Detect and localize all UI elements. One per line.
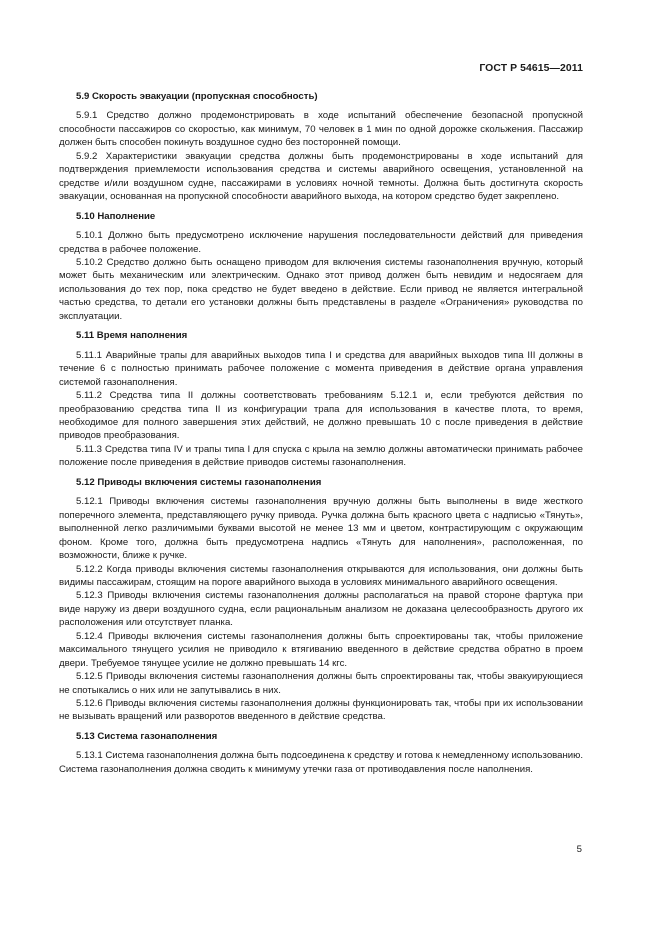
- paragraph-5-12-5: 5.12.5 Приводы включения системы газонаполнения должны быть спроектированы так, чтобы эвакуирующиеся не спотыкались о них или не запутывались в них.: [59, 671, 583, 696]
- section-title-5-10: 5.10 Наполнение: [76, 210, 156, 222]
- paragraph-5-10-2: 5.10.2 Средство должно быть оснащено приводом для включения системы газонаполнения вручную, который может быть механическим или электрическим. Однако этот привод должен быть невидим и недосягаем для использования до тех пор, пока средство не будет введено в действие. Если привод не является интегральной частью средства, то детали его установки должны быть представлены в разделе «Ограничения» руководства по эксплуатации.: [59, 256, 583, 322]
- section-title-5-12: 5.12 Приводы включения системы газонаполнения: [76, 476, 322, 488]
- section-title-5-9: 5.9 Скорость эвакуации (пропускная способность): [76, 91, 318, 102]
- paragraph-5-12-1: 5.12.1 Приводы включения системы газонаполнения вручную должны быть выполнены в виде жесткого поперечного элемента, представляющего ручку привода. Ручка должна быть красного цвета с надписью «Тянуть», выполненной легко различимыми буквами высотой не менее 13 мм и цветом, контрастирующим с окружающим фоном. Кроме того, должна быть предусмотрена надпись «Тянуть для наполнения», расположенная, по возможности, ближе к ручке.: [59, 496, 583, 562]
- paragraph-5-12-2: 5.12.2 Когда приводы включения системы газонаполнения открываются для использования, они должны быть видимы пассажирам, стоящим на пороге аварийного выхода в условиях минимального аварийного освещения.: [59, 563, 583, 588]
- section-title-5-13: 5.13 Система газонаполнения: [76, 730, 218, 742]
- paragraph-5-13-1: 5.13.1 Система газонаполнения должна быть подсоединена к средству и готова к немедленному использованию. Система газонаполнения должна сводить к минимуму утечки газа от противодавления после наполнения.: [59, 750, 583, 775]
- paragraph-5-11-2: 5.11.2 Средства типа II должны соответствовать требованиям 5.12.1 и, если требуются действия по преобразованию средства типа II из конфигурации трапа для использования в качестве плота, то время, необходимое для полного завершения этих действий, не должно превышать 10 с после приведения в действие приводов преобразования.: [59, 390, 583, 442]
- paragraph-5-9-1: 5.9.1 Средство должно продемонстрировать в ходе испытаний обеспечение безопасной пропускной способности пассажиров со скоростью, как минимум, 70 человек в 1 мин по одной дорожке скольжения. Пассажир должен быть способен покинуть воздушное судно без посторонней помощи.: [59, 110, 583, 149]
- paragraph-5-12-6: 5.12.6 Приводы включения системы газонаполнения должны функционировать так, чтобы при их использовании не вызывать вращений или разворотов введенного в действие средства.: [59, 698, 583, 723]
- document-code: ГОСТ Р 54615—2011: [479, 63, 583, 74]
- page-number: 5: [576, 844, 582, 855]
- paragraph-5-12-3: 5.12.3 Приводы включения системы газонаполнения должны располагаться на правой стороне фартука при виде наружу из двери воздушного судна, если рациональным анализом не доказана целесообразность другого их расположения или отсутствует планка.: [59, 590, 583, 629]
- paragraph-5-12-4: 5.12.4 Приводы включения системы газонаполнения должны быть спроектированы так, чтобы приложение максимального тянущего усилия не приводило к втягиванию введенного в действие средства обратно в проем двери. Требуемое тянущее усилие не должно превышать 14 кгс.: [59, 630, 583, 669]
- paragraph-5-10-1: 5.10.1 Должно быть предусмотрено исключение нарушения последовательности действий для приведения средства в рабочее положение.: [59, 230, 583, 255]
- paragraph-5-11-3: 5.11.3 Средства типа IV и трапы типа I для спуска с крыла на землю должны автоматически принимать рабочее положение после приведения в действие приводов системы газонаполнения.: [59, 443, 583, 469]
- paragraph-5-9-2: 5.9.2 Характеристики эвакуации средства должны быть продемонстрированы в ходе испытаний для подтверждения приемлемости использования средства и системы аварийного освещения, установленной на средстве и/или воздушном судне, пассажирами в условиях ночной темноты. Должна быть достигнута скорость эвакуации, основанная на пропускной способности аварийного выхода, на котором средство будет закреплено.: [59, 150, 583, 203]
- paragraph-5-11-1: 5.11.1 Аварийные трапы для аварийных выходов типа I и средства для аварийных выходов типа III должны в течение 6 с полностью принимать рабочее положение с момента приведения в действие органа управления системой газонаполнения.: [59, 349, 583, 388]
- document-body: [59, 90, 583, 776]
- section-title-5-11: 5.11 Время наполнения: [76, 330, 188, 342]
